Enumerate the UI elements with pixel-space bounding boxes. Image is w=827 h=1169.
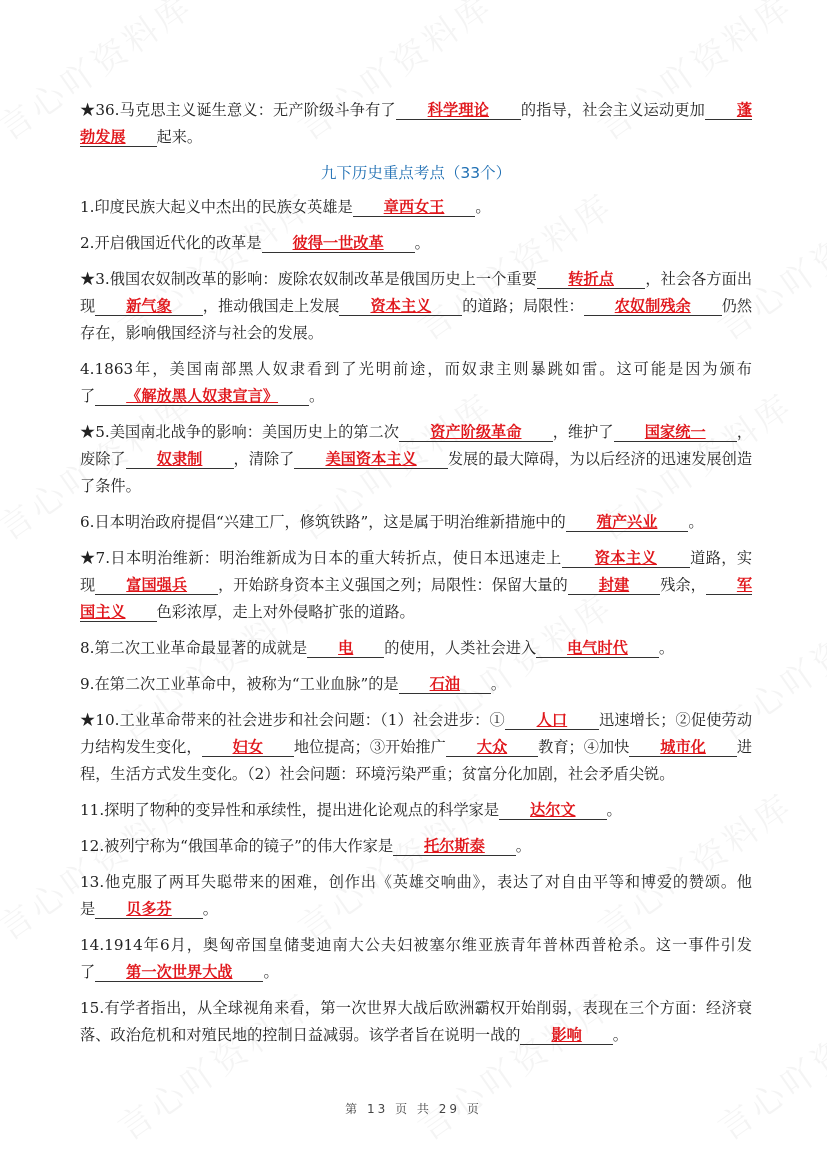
- question-text: 地位提高；③开始推广: [293, 738, 446, 756]
- question-item-3: [80, 266, 752, 347]
- question-text: 。: [688, 513, 704, 531]
- question-item-10: [80, 707, 752, 788]
- blank-padding: [384, 234, 413, 252]
- blank-padding: [691, 297, 720, 315]
- answer-text: 美国资本主义: [325, 450, 417, 468]
- blank-padding: [204, 738, 233, 756]
- blank-padding: [567, 711, 597, 729]
- answer-text: 资本主义: [370, 297, 432, 315]
- question-text: 的指导，社会主义运动更加: [520, 101, 705, 119]
- answer-blank: [614, 423, 737, 442]
- blank-padding: [582, 1026, 611, 1044]
- blank-padding: [97, 387, 126, 405]
- answer-text: 影响: [551, 1026, 582, 1044]
- question-text: 1.印度民族大起义中杰出的民族女英雄是: [80, 198, 353, 216]
- question-item-11: [80, 797, 752, 824]
- answer-text: 电: [338, 639, 354, 657]
- blank-padding: [97, 900, 126, 918]
- question-text: 14.1914年6月，奥匈帝国皇储斐迪南大公夫妇被塞尔维亚族青年普林西普枪杀。这一事件引发了: [80, 936, 752, 981]
- question-text: 道路，实现: [80, 549, 753, 594]
- answer-text: 托尔斯泰: [424, 837, 485, 855]
- blank-padding: [296, 450, 325, 468]
- answer-text: 资本主义: [594, 549, 657, 567]
- blank-padding: [341, 297, 370, 315]
- question-text: 。: [475, 198, 491, 216]
- question-text: 的使用，人类社会进入: [384, 639, 537, 657]
- question-item-2: [80, 230, 752, 257]
- blank-padding: [398, 101, 428, 119]
- blank-padding: [538, 639, 567, 657]
- answer-text: 《解放黑人奴隶宣言》: [126, 387, 279, 405]
- answer-blank: [520, 1026, 612, 1045]
- blank-padding: [126, 603, 155, 621]
- document-content: [80, 97, 752, 1058]
- question-text: 。: [202, 900, 218, 918]
- answer-text: 国家统一: [644, 423, 706, 441]
- question-text: 。: [490, 675, 507, 693]
- answer-blank: [353, 198, 476, 217]
- question-item-6: [80, 509, 752, 536]
- question-text: ★7.日本明治维新：明治维新成为日本的重大转折点，使日本迅速走上: [80, 549, 562, 567]
- question-text: 9.在第二次工业革命中，被称为“工业血脉”的是: [80, 675, 399, 693]
- blank-padding: [126, 128, 155, 146]
- answer-text: 章西女王: [383, 198, 445, 216]
- answer-blank: [537, 270, 645, 289]
- blank-padding: [97, 576, 126, 594]
- question-text: 。: [658, 639, 674, 657]
- answer-text: 资产阶级革命: [430, 423, 522, 441]
- answer-text: 封建: [598, 576, 630, 594]
- answer-text: 科学理论: [427, 101, 489, 119]
- question-text: 发展的最大障碍，为以后经济的迅速发展创造了条件。: [80, 450, 753, 495]
- answer-blank: [499, 801, 607, 820]
- blank-padding: [202, 450, 231, 468]
- answer-blank: [262, 234, 415, 253]
- answer-blank: [566, 513, 689, 532]
- answer-blank: [399, 675, 491, 694]
- footer-middle: 页 共: [395, 1102, 432, 1116]
- blank-padding: [501, 801, 530, 819]
- blank-padding: [564, 549, 595, 567]
- blank-padding: [507, 711, 537, 729]
- answer-text: 达尔文: [530, 801, 576, 819]
- blank-padding: [431, 297, 460, 315]
- question-text: 4.1863年，美国南部黑人奴隶看到了光明前途，而奴隶主则暴跳如雷。这可能是因为颁布了: [80, 360, 752, 405]
- blank-padding: [263, 738, 292, 756]
- blank-padding: [629, 576, 658, 594]
- current-page-number: 13: [366, 1102, 389, 1116]
- question-text: 2.开启俄国近代化的改革是: [80, 234, 262, 252]
- question-text: 8.第二次工业革命最显著的成就是: [80, 639, 308, 657]
- question-text: 。: [414, 234, 430, 252]
- answer-text: 军国主义: [80, 576, 753, 621]
- blank-padding: [401, 423, 430, 441]
- answer-text: 贝多芬: [126, 900, 172, 918]
- answer-text: 奴隶制: [156, 450, 203, 468]
- question-text: 15.有学者指出，从全球视角来看，第一次世界大战后欧洲霸权开始削弱，表现在三个方面：经济衰落、政治危机和对殖民地的控制日益减弱。该学者旨在说明一战的: [80, 999, 752, 1044]
- answer-text: 转折点: [568, 270, 614, 288]
- answer-blank: [562, 549, 691, 568]
- question-item-8: [80, 635, 752, 662]
- question-text: 起来。: [156, 128, 203, 146]
- answer-blank: [95, 387, 309, 406]
- page-footer: [0, 1100, 827, 1117]
- question-item-5: [80, 419, 752, 500]
- blank-padding: [576, 801, 605, 819]
- question-text: 色彩浓厚，走上对外侵略扩张的道路。: [156, 603, 415, 621]
- blank-padding: [708, 576, 737, 594]
- question-text: 进程，生活方式发生变化。（2）社会问题：环境污染严重；贫富分化加剧，社会矛盾尖锐。: [80, 738, 753, 783]
- question-text: ，清除了: [233, 450, 295, 468]
- question-text: ，开始跻身资本主义强国之列；局限性：保留大量的: [218, 576, 568, 594]
- blank-padding: [417, 450, 446, 468]
- question-item-7: [80, 545, 752, 626]
- answer-text: 第一次世界大战: [126, 963, 233, 981]
- question-item-13: [80, 869, 752, 923]
- blank-padding: [706, 423, 735, 441]
- answer-blank: [202, 738, 294, 757]
- answer-blank: [294, 450, 447, 469]
- question-text: 。: [263, 963, 279, 981]
- answer-text: 富国强兵: [126, 576, 188, 594]
- blank-padding: [309, 639, 338, 657]
- question-item-36: [80, 97, 752, 151]
- answer-blank: [126, 450, 234, 469]
- blank-padding: [706, 738, 735, 756]
- question-text: 6.日本明治政府提倡“兴建工厂，修筑铁路”，这是属于明治维新措施中的: [80, 513, 566, 531]
- blank-padding: [172, 900, 201, 918]
- question-text: 11.探明了物种的变异性和承续性，提出进化论观点的科学家是: [80, 801, 500, 819]
- blank-padding: [657, 513, 686, 531]
- blank-padding: [172, 297, 201, 315]
- question-item-9: [80, 671, 752, 698]
- blank-padding: [232, 963, 261, 981]
- answer-text: 彼得一世改革: [292, 234, 384, 252]
- answer-blank: [629, 738, 737, 757]
- blank-padding: [522, 1026, 551, 1044]
- blank-padding: [586, 297, 615, 315]
- blank-padding: [97, 963, 126, 981]
- question-item-14: [80, 932, 752, 986]
- answer-blank: [446, 738, 538, 757]
- question-text: 12.被列宁称为“俄国革命的镜子”的伟大作家是: [80, 837, 394, 855]
- blank-padding: [568, 513, 597, 531]
- answer-text: 农奴制残余: [614, 297, 691, 315]
- answer-text: 大众: [476, 738, 508, 756]
- question-item-15: [80, 995, 752, 1049]
- answer-blank: [584, 297, 722, 316]
- question-text: 的道路；局限性：: [462, 297, 584, 315]
- question-text: ★10.工业革命带来的社会进步和社会问题：（1）社会进步：①: [80, 711, 505, 729]
- question-text: 。: [309, 387, 325, 405]
- blank-padding: [507, 738, 536, 756]
- answer-text: 妇女: [232, 738, 263, 756]
- blank-padding: [448, 738, 477, 756]
- blank-padding: [460, 675, 489, 693]
- question-text: ，维护了: [552, 423, 614, 441]
- blank-padding: [522, 423, 551, 441]
- footer-suffix: 页: [466, 1102, 482, 1116]
- blank-padding: [444, 198, 473, 216]
- blank-padding: [395, 837, 424, 855]
- question-text: ，推动俄国走上发展: [202, 297, 340, 315]
- blank-padding: [264, 234, 293, 252]
- answer-text: 人口: [536, 711, 568, 729]
- question-text: 教育；④加快: [538, 738, 630, 756]
- question-text: ，社会各方面出现: [80, 270, 753, 315]
- total-pages-number: 29: [438, 1102, 461, 1116]
- blank-padding: [631, 738, 660, 756]
- answer-blank: [505, 711, 599, 730]
- answer-text: 殖产兴业: [596, 513, 658, 531]
- blank-padding: [570, 576, 599, 594]
- question-text: ★36.马克思主义诞生意义：无产阶级斗争有了: [80, 101, 396, 119]
- question-text: 。: [612, 1026, 628, 1044]
- blank-padding: [187, 576, 216, 594]
- blank-padding: [278, 387, 307, 405]
- blank-padding: [353, 639, 382, 657]
- answer-text: 新气象: [126, 297, 172, 315]
- question-text: 残余，: [660, 576, 706, 594]
- answer-text: 石油: [429, 675, 460, 693]
- question-text: 迅速增长；②促使劳动力结构发生变化，: [80, 711, 753, 756]
- answer-blank: [307, 639, 384, 658]
- blank-padding: [401, 675, 430, 693]
- answer-blank: [536, 639, 659, 658]
- blank-padding: [614, 270, 643, 288]
- question-item-4: [80, 356, 752, 410]
- answer-blank: [393, 837, 516, 856]
- blank-padding: [616, 423, 645, 441]
- blank-padding: [489, 101, 519, 119]
- answer-blank: [399, 423, 553, 442]
- blank-padding: [657, 549, 688, 567]
- blank-padding: [485, 837, 514, 855]
- question-text: 仍然存在，影响俄国经济与社会的发展。: [80, 297, 753, 342]
- question-text: ★5.美国南北战争的影响：美国历史上的第二次: [80, 423, 399, 441]
- question-item-12: [80, 833, 752, 860]
- answer-blank: [95, 900, 203, 919]
- blank-padding: [355, 198, 384, 216]
- answer-blank: [95, 297, 203, 316]
- section-title: 九下历史重点考点（33个）: [320, 164, 512, 182]
- answer-text: 蓬勃发展: [80, 101, 753, 146]
- answer-blank: [95, 963, 263, 982]
- answer-blank: [339, 297, 462, 316]
- blank-padding: [128, 450, 157, 468]
- blank-padding: [707, 101, 737, 119]
- answer-text: 电气时代: [567, 639, 628, 657]
- question-item-1: [80, 194, 752, 221]
- blank-padding: [628, 639, 657, 657]
- answer-blank: [95, 576, 218, 595]
- answer-blank: [568, 576, 661, 595]
- footer-prefix: 第: [345, 1102, 361, 1116]
- question-text: 。: [606, 801, 622, 819]
- blank-padding: [97, 297, 126, 315]
- answer-text: 城市化: [660, 738, 706, 756]
- question-text: 。: [515, 837, 531, 855]
- question-text: ，废除了: [80, 423, 753, 468]
- blank-padding: [539, 270, 568, 288]
- question-text: 13.他克服了两耳失聪带来的困难，创作出《英雄交响曲》，表达了对自由平等和博爱的赞颂。他是: [80, 873, 752, 918]
- question-text: ★3.俄国农奴制改革的影响：废除农奴制改革是俄国历史上一个重要: [80, 270, 537, 288]
- answer-blank: [396, 101, 521, 120]
